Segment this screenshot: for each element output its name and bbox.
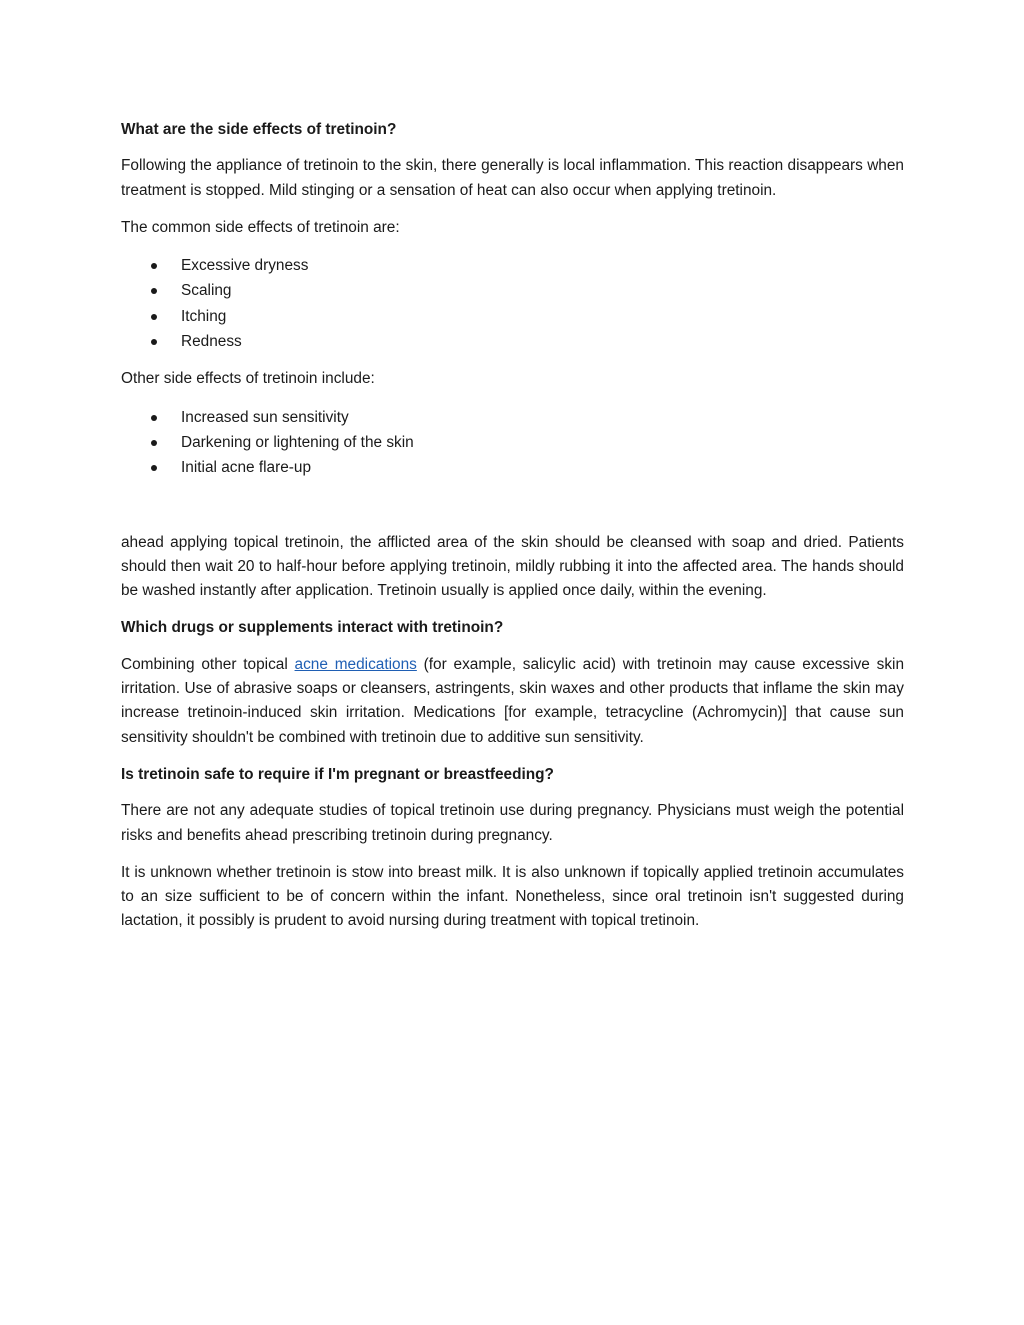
list-item-label: Initial acne flare-up [181,459,312,477]
list-item [121,405,904,430]
document-page [121,118,904,947]
list-item [121,278,904,303]
common-side-effects-list [121,253,904,354]
list-item [121,253,904,278]
list-item [121,455,904,480]
bullet-icon [151,288,157,294]
list-item-label: Increased sun sensitivity [181,408,349,426]
list-item [121,430,904,455]
section-heading-side-effects: What are the side effects of tretinoin? [121,121,397,138]
paragraph-local-inflammation: Following the appliance of tretinoin to the skin, there generally is local inflammation. This reaction disappears when treatment is stopped. Mild stinging or a sensation of heat can also occur when applying tretinoin. [121,157,904,199]
paragraph-interactions [121,653,904,750]
bullet-icon [151,263,157,269]
paragraph-pregnancy-studies: There are not any adequate studies of topical tretinoin use during pregnancy. Physicians must weigh the potential risks and benefits ahead prescribing tretinoin during pregnancy. [121,802,904,844]
section-heading-pregnancy: Is tretinoin safe to require if I'm pregnant or breastfeeding? [121,765,554,783]
list-item [121,304,904,329]
section-heading-interactions: Which drugs or supplements interact with tretinoin? [121,619,504,637]
list-item-label: Itching [181,307,227,325]
acne-medications-link[interactable]: acne medications [294,655,417,673]
other-side-effects-intro: Other side effects of tretinoin include: [121,370,375,388]
other-side-effects-list [121,405,904,481]
list-item [121,329,904,354]
list-item-label: Redness [181,333,242,351]
list-item-label: Excessive dryness [181,257,309,275]
bullet-icon [151,339,157,345]
list-item-label: Scaling [181,282,232,300]
bullet-icon [151,314,157,320]
interaction-text-before-link: Combining other topical [121,655,295,673]
list-item-label: Darkening or lightening of the skin [181,433,414,451]
bullet-icon [151,465,157,471]
common-side-effects-intro: The common side effects of tretinoin are: [121,218,400,236]
paragraph-breast-milk: It is unknown whether tretinoin is stow into breast milk. It is also unknown if topically applied tretinoin accumulates to an size sufficient to be of concern within the infant. Nonetheless, since oral tretinoin isn't suggested during lactation, it possibly is prudent to avoid nursing during treatment with topical tretinoin. [121,863,904,930]
interaction-text-after-link: (for example, salicylic acid) with tretinoin may cause excessive skin irritation. Use of abrasive soaps or cleansers, astringents, skin waxes and other products that inflame the skin may increase tretinoin-induced skin irritation. Medications [for example, tetracycline (Achromycin)] that cause sun sensitivity shouldn't be combined with tretinoin due to additive sun sensitivity. [121,655,905,746]
paragraph-application-instructions: ahead applying topical tretinoin, the afflicted area of the skin should be cleansed with soap and dried. Patients should then wait 20 to half-hour before applying tretinoin, mildly rubbing it into the affected area. The hands should be washed instantly after application. Tretinoin usually is applied once daily, within the evening. [121,533,904,600]
bullet-icon [151,415,157,421]
bullet-icon [151,440,157,446]
blank-spacer [121,494,904,531]
